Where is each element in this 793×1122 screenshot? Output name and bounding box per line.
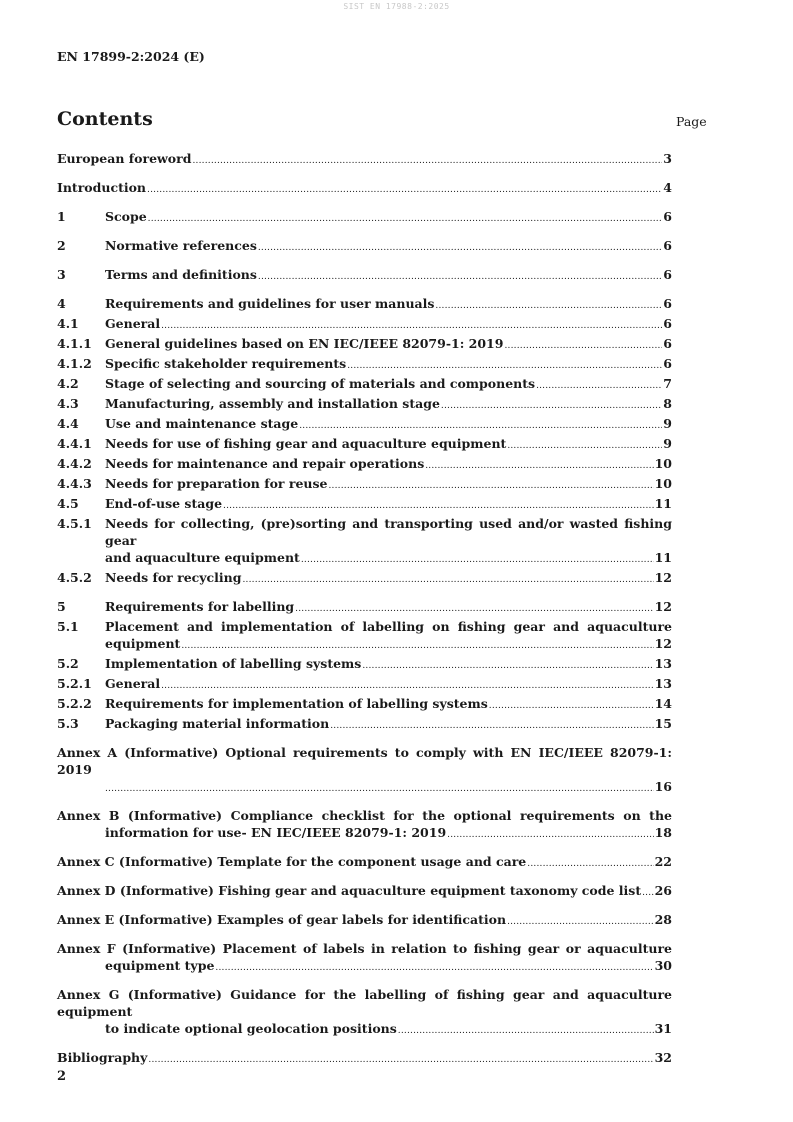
toc-title: Needs for preparation for reuse — [105, 476, 328, 491]
toc-page: 6 — [663, 209, 672, 224]
toc-entry-annex-a-cont[interactable] — [57, 778, 672, 798]
toc-number: 4.4.1 — [57, 436, 92, 451]
toc-title: Use and maintenance stage — [105, 416, 299, 431]
toc-entry-4[interactable] — [57, 295, 672, 315]
toc-title: European foreword — [57, 151, 192, 166]
toc-page: 15 — [654, 716, 672, 731]
leader-dots — [258, 269, 662, 286]
leader-dots — [330, 718, 653, 735]
toc-entry-5-2-1[interactable] — [57, 675, 672, 695]
leader-dots — [642, 885, 653, 902]
toc-entry-5[interactable] — [57, 598, 672, 618]
toc-title-line2: equipment — [105, 636, 181, 651]
toc-page: 18 — [654, 825, 672, 840]
toc-entry-4-4-3[interactable] — [57, 475, 672, 495]
toc-page: 9 — [663, 436, 672, 451]
toc-title: Needs for use of fishing gear and aquaculture equipment — [105, 436, 507, 451]
toc-title: Annex D (Informative) Fishing gear and aquaculture equipment taxonomy code list — [57, 883, 642, 898]
toc-number: 1 — [57, 209, 66, 224]
toc-number: 4.5.1 — [57, 516, 92, 531]
toc-page: 3 — [663, 151, 672, 166]
toc-title-line1: Annex G (Informative) Guidance for the labelling of fishing gear and aquaculture equipment — [57, 987, 672, 1019]
toc-entry-4-5-1[interactable] — [57, 515, 672, 549]
toc-entry-introduction[interactable] — [57, 179, 672, 199]
toc-entry-4-5-1-cont[interactable] — [57, 549, 672, 569]
toc-entry-annex-e[interactable] — [57, 911, 672, 931]
toc-title-line2: and aquaculture equipment — [105, 550, 300, 565]
leader-dots — [148, 211, 663, 228]
toc-entry-annex-g[interactable] — [57, 986, 672, 1020]
toc-title: Annex E (Informative) Examples of gear labels for identification — [57, 912, 507, 927]
toc-number: 5.1 — [57, 619, 79, 634]
toc-title-line2: information for use- EN IEC/IEEE 82079-1: 2019 — [105, 825, 447, 840]
toc-title-line1: Annex F (Informative) Placement of labels in relation to fishing gear or aquaculture — [57, 941, 672, 956]
toc-title: Bibliography — [57, 1050, 148, 1065]
toc-title-line1: Needs for collecting, (pre)sorting and transporting used and/or wasted fishing gear — [105, 516, 672, 548]
toc-page: 32 — [654, 1050, 672, 1065]
toc-page: 10 — [654, 476, 672, 491]
toc-title-line1: Placement and implementation of labelling on fishing gear and aquaculture — [105, 619, 672, 634]
toc-number: 5.3 — [57, 716, 79, 731]
toc-title: Packaging material information — [105, 716, 330, 731]
document-id: EN 17899-2:2024 (E) — [57, 49, 205, 64]
toc-title: Introduction — [57, 180, 147, 195]
toc-number: 5.2 — [57, 656, 79, 671]
toc-title: Scope — [105, 209, 147, 224]
toc-page: 6 — [663, 336, 672, 351]
toc-title: Needs for maintenance and repair operations — [105, 456, 425, 471]
leader-dots — [507, 914, 654, 931]
toc-page: 22 — [654, 854, 672, 869]
toc-number: 4.5.2 — [57, 570, 92, 585]
toc-page: 31 — [654, 1021, 672, 1036]
toc-number: 4.5 — [57, 496, 79, 511]
leader-dots — [148, 1052, 653, 1069]
toc-entry-4-4-2[interactable] — [57, 455, 672, 475]
toc-entry-4-1[interactable] — [57, 315, 672, 335]
leader-dots — [435, 298, 662, 315]
leader-dots — [329, 478, 654, 495]
leader-dots — [295, 601, 653, 618]
toc-entry-2[interactable] — [57, 237, 672, 257]
leader-dots — [504, 338, 662, 355]
toc-number: 4.1 — [57, 316, 79, 331]
toc-entry-annex-c[interactable] — [57, 853, 672, 873]
toc-entry-3[interactable] — [57, 266, 672, 286]
leader-dots — [242, 572, 653, 589]
leader-dots — [192, 153, 662, 170]
leader-dots — [161, 678, 653, 695]
toc-page: 11 — [654, 496, 672, 511]
toc-entry-5-1-cont[interactable] — [57, 635, 672, 655]
table-of-contents — [57, 150, 672, 1069]
leader-dots — [301, 552, 654, 569]
toc-title: Stage of selecting and sourcing of materials and components — [105, 376, 536, 391]
toc-title: General — [105, 676, 161, 691]
toc-page: 11 — [654, 550, 672, 565]
toc-entry-annex-b[interactable] — [57, 807, 672, 824]
toc-page: 12 — [654, 570, 672, 585]
toc-number: 4.1.1 — [57, 336, 92, 351]
page-number: 2 — [57, 1069, 67, 1084]
toc-page: 4 — [663, 180, 672, 195]
toc-entry-annex-f[interactable] — [57, 940, 672, 957]
toc-entry-4-4[interactable] — [57, 415, 672, 435]
toc-page: 6 — [663, 267, 672, 282]
toc-entry-annex-d[interactable] — [57, 882, 672, 902]
toc-title: Terms and definitions — [105, 267, 257, 282]
toc-entry-5-2[interactable] — [57, 655, 672, 675]
toc-title: Specific stakeholder requirements — [105, 356, 347, 371]
toc-entry-4-1-2[interactable] — [57, 355, 672, 375]
toc-entry-4-4-1[interactable] — [57, 435, 672, 455]
contents-title: Contents — [57, 108, 153, 130]
watermark: SIST EN 17988-2:2025 — [343, 2, 450, 11]
toc-entry-5-2-2[interactable] — [57, 695, 672, 715]
toc-page: 12 — [654, 636, 672, 651]
toc-number: 5.2.1 — [57, 676, 92, 691]
toc-entry-4-5-2[interactable] — [57, 569, 672, 589]
toc-title: Normative references — [105, 238, 257, 253]
toc-page: 30 — [654, 958, 672, 973]
leader-dots — [489, 698, 654, 715]
toc-page: 12 — [654, 599, 672, 614]
toc-entry-1[interactable] — [57, 208, 672, 228]
toc-page: 7 — [663, 376, 672, 391]
toc-page: 6 — [663, 296, 672, 311]
toc-page: 26 — [654, 883, 672, 898]
toc-title: General guidelines based on EN IEC/IEEE 82079-1: 2019 — [105, 336, 504, 351]
leader-dots — [425, 458, 653, 475]
toc-page: 8 — [663, 396, 672, 411]
toc-page: 13 — [654, 656, 672, 671]
leader-dots — [223, 498, 654, 515]
toc-page: 14 — [654, 696, 672, 711]
leader-dots — [161, 318, 662, 335]
toc-number: 2 — [57, 238, 66, 253]
toc-entry-annex-g-cont[interactable] — [57, 1020, 672, 1040]
toc-number: 4.4 — [57, 416, 79, 431]
toc-entry-4-1-1[interactable] — [57, 335, 672, 355]
toc-title-line2: equipment type — [105, 958, 215, 973]
toc-title: Implementation of labelling systems — [105, 656, 362, 671]
toc-page: 13 — [654, 676, 672, 691]
leader-dots — [441, 398, 662, 415]
leader-dots — [447, 827, 653, 844]
leader-dots — [507, 438, 662, 455]
toc-number: 5 — [57, 599, 66, 614]
leader-dots — [147, 182, 662, 199]
leader-dots — [215, 960, 653, 977]
toc-title-line1: Annex A (Informative) Optional requirements to comply with EN IEC/IEEE 82079-1: 2019 — [57, 745, 672, 777]
toc-entry-annex-f-cont[interactable] — [57, 957, 672, 977]
leader-dots — [258, 240, 662, 257]
leader-dots — [362, 658, 653, 675]
page-column-label: Page — [676, 114, 707, 129]
toc-entry-5-3[interactable] — [57, 715, 672, 735]
toc-entry-bibliography[interactable] — [57, 1049, 672, 1069]
leader-dots — [536, 378, 662, 395]
toc-number: 4 — [57, 296, 66, 311]
toc-page: 9 — [663, 416, 672, 431]
toc-page: 6 — [663, 316, 672, 331]
toc-page: 10 — [654, 456, 672, 471]
toc-number: 4.1.2 — [57, 356, 92, 371]
toc-number: 4.4.3 — [57, 476, 92, 491]
toc-title-line1: Annex B (Informative) Compliance checklist for the optional requirements on the — [57, 808, 672, 823]
toc-number: 4.2 — [57, 376, 79, 391]
leader-dots — [299, 418, 662, 435]
toc-entry-foreword[interactable] — [57, 150, 672, 170]
toc-page: 28 — [654, 912, 672, 927]
toc-title: End-of-use stage — [105, 496, 223, 511]
toc-page: 6 — [663, 356, 672, 371]
toc-number: 4.3 — [57, 396, 79, 411]
toc-title: Annex C (Informative) Template for the component usage and care — [57, 854, 527, 869]
toc-page: 16 — [654, 779, 672, 794]
toc-number: 5.2.2 — [57, 696, 92, 711]
leader-dots — [398, 1023, 654, 1040]
toc-title: Manufacturing, assembly and installation stage — [105, 396, 440, 411]
toc-entry-4-2[interactable] — [57, 375, 672, 395]
toc-entry-annex-a[interactable] — [57, 744, 672, 778]
toc-entry-5-1[interactable] — [57, 618, 672, 635]
leader-dots — [181, 638, 653, 655]
toc-entry-4-3[interactable] — [57, 395, 672, 415]
toc-number: 4.4.2 — [57, 456, 92, 471]
toc-title: Requirements for implementation of labelling systems — [105, 696, 488, 711]
leader-dots — [527, 856, 653, 873]
toc-entry-4-5[interactable] — [57, 495, 672, 515]
toc-page: 6 — [663, 238, 672, 253]
toc-number: 3 — [57, 267, 66, 282]
leader-dots — [347, 358, 662, 375]
toc-title: General — [105, 316, 161, 331]
toc-title: Needs for recycling — [105, 570, 242, 585]
toc-title-line2: to indicate optional geolocation positions — [105, 1021, 397, 1036]
toc-title: Requirements and guidelines for user manuals — [105, 296, 435, 311]
toc-title: Requirements for labelling — [105, 599, 295, 614]
leader-dots — [105, 781, 654, 798]
toc-entry-annex-b-cont[interactable] — [57, 824, 672, 844]
